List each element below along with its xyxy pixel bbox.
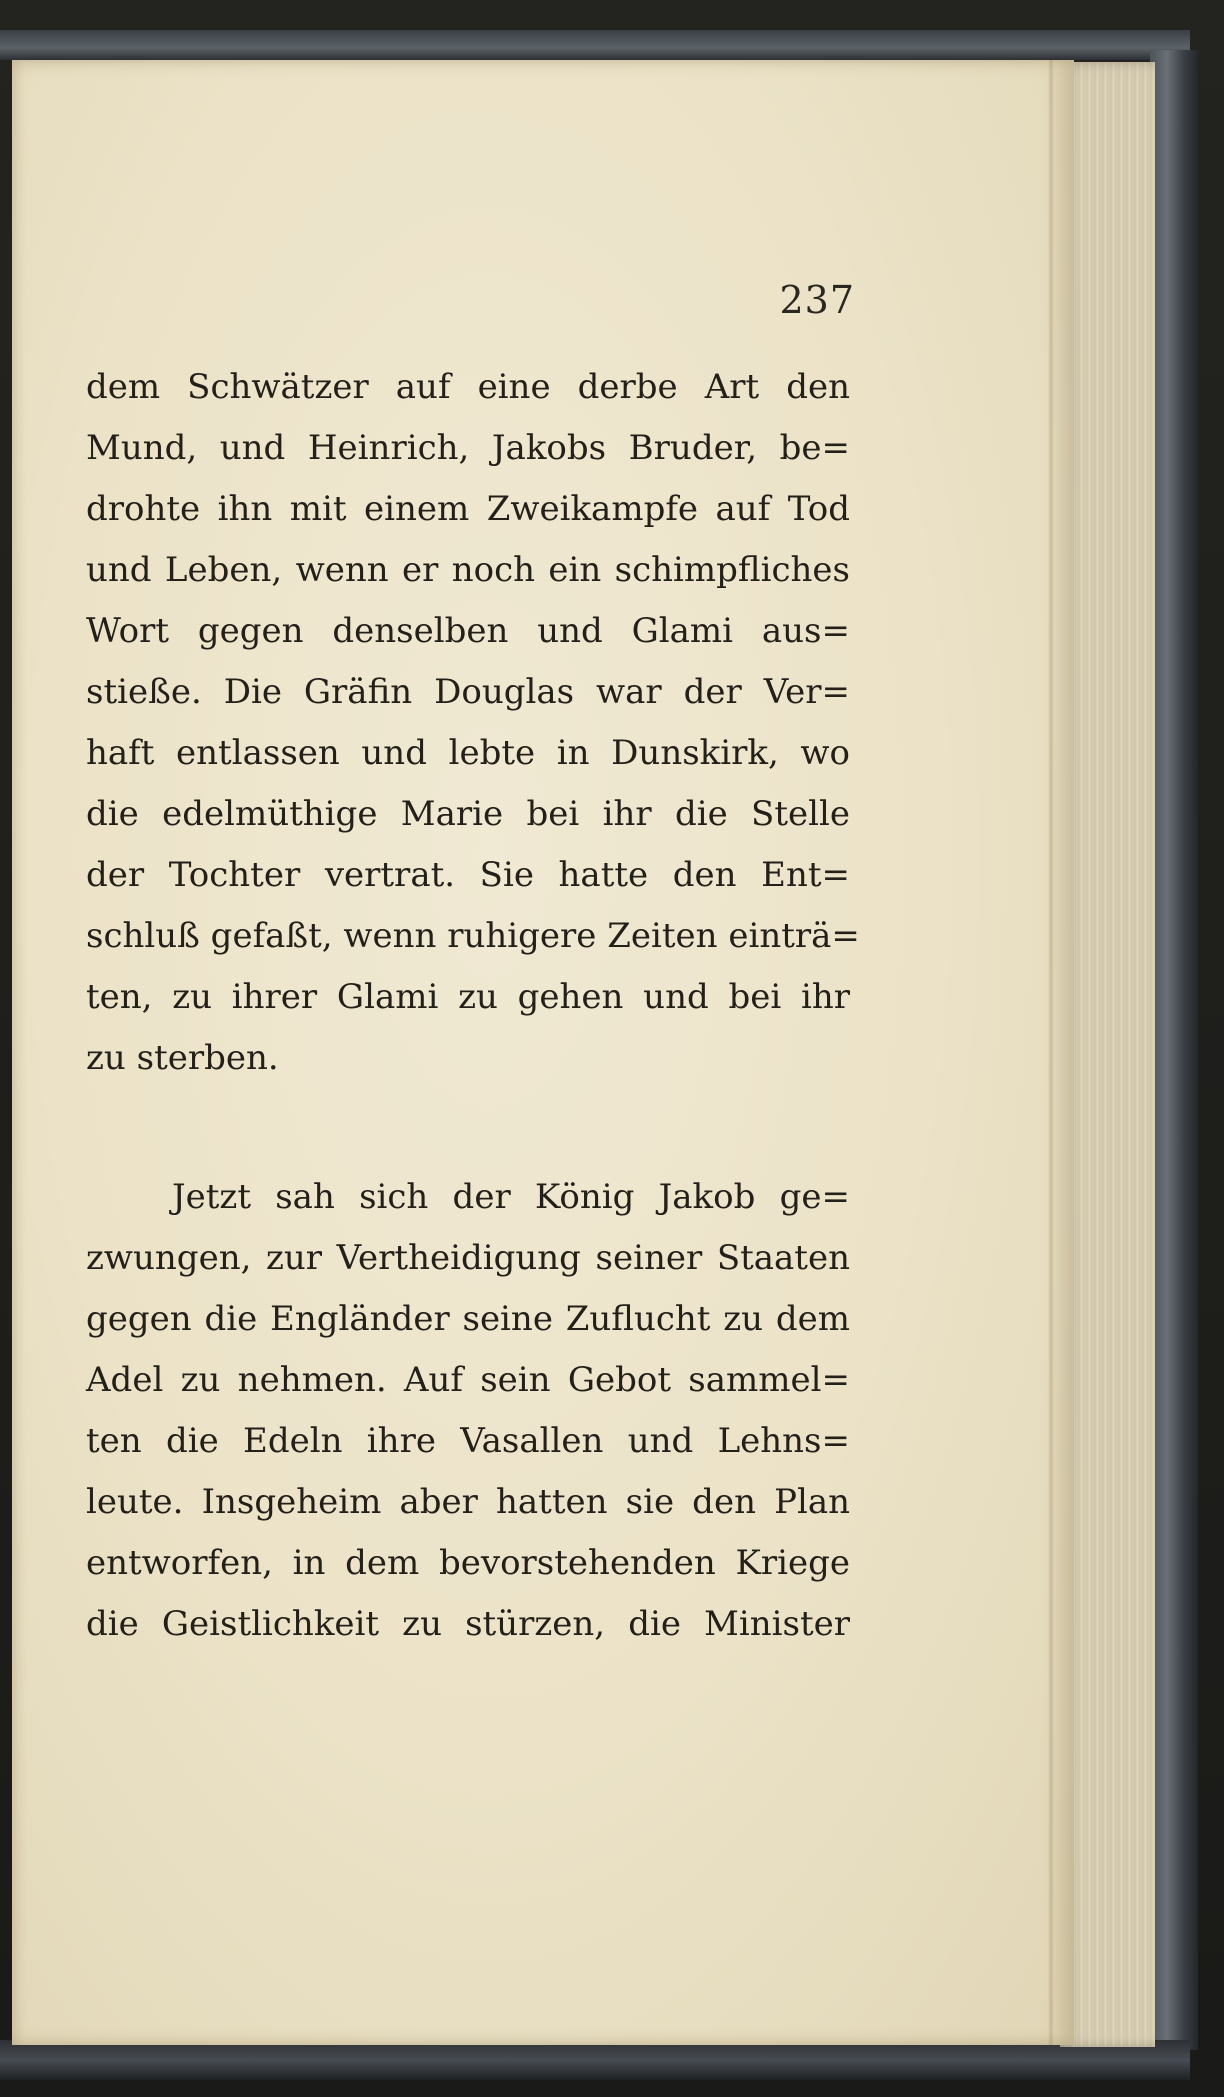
text-line: der Tochter vertrat. Sie hatte den Ent=: [86, 855, 850, 895]
text-line: Jetzt sah sich der König Jakob ge=: [172, 1177, 850, 1217]
text-line: gegen die Engländer seine Zuflucht zu dem: [86, 1299, 850, 1339]
text-line: Adel zu nehmen. Auf sein Gebot sammel=: [86, 1360, 850, 1400]
paragraph-1: [86, 357, 860, 1089]
text-line: Mund, und Heinrich, Jakobs Bruder, be=: [86, 428, 850, 468]
text-line: und Leben, wenn er noch ein schimpfliches: [86, 550, 850, 590]
book-cover-bottom-edge: [0, 2040, 1190, 2080]
text-line: Wort gegen denselben und Glami aus=: [86, 611, 850, 651]
page-fold-shadow: [1048, 60, 1054, 2045]
text-line: haft entlassen und lebte in Dunskirk, wo: [86, 733, 850, 773]
text-line: leute. Insgeheim aber hatten sie den Plan: [86, 1482, 850, 1522]
text-line: die edelmüthige Marie bei ihr die Stelle: [86, 794, 850, 834]
page-number: 237: [779, 278, 855, 322]
text-line: dem Schwätzer auf eine derbe Art den: [86, 367, 850, 407]
page-edges: [1060, 62, 1155, 2047]
paragraph-2: [86, 1167, 850, 1655]
text-line: ten, zu ihrer Glami zu gehen und bei ihr: [86, 977, 850, 1017]
text-line: ten die Edeln ihre Vasallen und Lehns=: [86, 1421, 850, 1461]
text-line: die Geistlichkeit zu stürzen, die Minister: [86, 1604, 850, 1644]
text-line: zwungen, zur Vertheidigung seiner Staaten: [86, 1238, 850, 1278]
text-line: zu sterben.: [86, 1038, 279, 1078]
text-line: entworfen, in dem bevorstehenden Kriege: [86, 1543, 850, 1583]
text-line: drohte ihn mit einem Zweikampfe auf Tod: [86, 489, 850, 529]
book-cover-right-edge: [1150, 50, 1198, 2050]
text-line: schluß gefaßt, wenn ruhigere Zeiten einträ=: [86, 916, 860, 956]
book-cover-top-edge: [0, 30, 1190, 60]
text-line: stieße. Die Gräfin Douglas war der Ver=: [86, 672, 850, 712]
